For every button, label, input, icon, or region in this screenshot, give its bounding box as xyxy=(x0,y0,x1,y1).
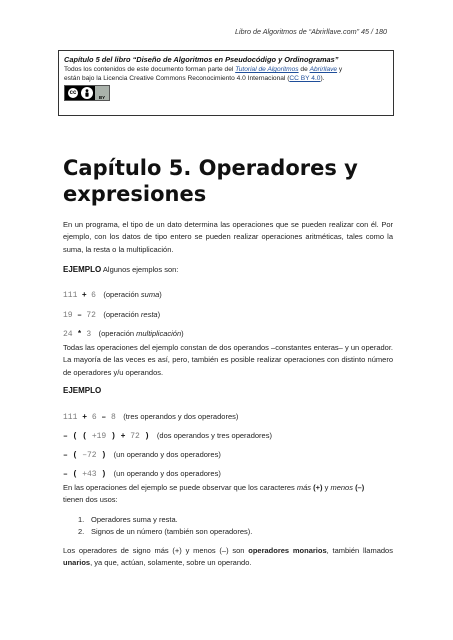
operator: – ( xyxy=(63,451,83,460)
text-bold: unarios xyxy=(63,558,91,568)
license-text-part: y xyxy=(337,66,343,73)
operand: 8 xyxy=(111,413,116,422)
license-box-title: Capítulo 5 del libro “Diseño de Algoritmos en Pseudocódigo y Ordinogramas” xyxy=(64,55,339,64)
operand: 6 xyxy=(91,291,96,300)
text-bold: (–) xyxy=(355,483,365,492)
operand: 111 xyxy=(63,413,78,422)
operator: ) xyxy=(96,470,107,479)
page-number: 45 / 180 xyxy=(361,27,387,36)
operator: + xyxy=(77,413,92,422)
example-desc: (operación xyxy=(98,329,137,338)
text-part: y xyxy=(322,483,331,492)
example-desc-italic: suma xyxy=(140,290,160,299)
license-text-part: Todos los contenidos de este documento forman parte del xyxy=(64,66,236,73)
operand: +43 xyxy=(82,470,97,479)
operator: ) xyxy=(96,451,107,460)
abrirllave-link[interactable]: Abrirllave xyxy=(309,66,338,73)
text-bold: operadores monarios xyxy=(248,546,327,555)
license-text-part: están bajo la Licencia Creative Commons Reconocimiento 4.0 Internacional ( xyxy=(64,75,290,82)
operand: –72 xyxy=(82,451,97,460)
example-desc: (operación xyxy=(103,290,141,299)
text-italic: menos xyxy=(330,483,353,492)
text-part: tienen dos usos: xyxy=(63,495,118,505)
operator: * xyxy=(77,330,82,339)
list-number: 2. xyxy=(78,527,85,537)
example-desc: (operación xyxy=(103,310,141,319)
example-line xyxy=(63,425,272,443)
list-text: Operadores suma y resta. xyxy=(91,515,178,524)
example-desc: ) xyxy=(181,329,184,338)
operand: +19 xyxy=(91,432,107,441)
text-part: , también llamados xyxy=(326,546,393,555)
example-line xyxy=(63,463,221,481)
text-part: En las operaciones del ejemplo se puede observar que los caracteres xyxy=(63,483,297,492)
operator: – xyxy=(96,413,112,422)
operand: 19 xyxy=(63,311,73,320)
operator: – xyxy=(77,311,82,320)
example-desc: (un operando y dos operadores) xyxy=(113,450,221,459)
example-desc-italic: resta xyxy=(140,310,158,319)
signs-paragraph xyxy=(63,482,393,507)
operator: – ( ( xyxy=(63,432,92,441)
operator: + xyxy=(81,291,87,300)
example-label: EJEMPLO xyxy=(63,386,102,395)
operator: – ( xyxy=(63,470,83,479)
example-line xyxy=(63,444,221,462)
operand: 24 xyxy=(63,330,73,339)
example-line xyxy=(63,323,184,341)
example-desc: ) xyxy=(157,310,161,319)
list-item xyxy=(78,514,252,526)
operand: 3 xyxy=(86,330,92,339)
example-line xyxy=(63,406,238,424)
monary-paragraph xyxy=(63,545,393,570)
tutorial-link[interactable]: Tutorial de Algoritmos xyxy=(235,66,299,73)
example-desc: (tres operandos y dos operadores) xyxy=(123,412,239,421)
license-text-part: ). xyxy=(320,75,325,82)
example-line xyxy=(63,284,162,302)
operand: 111 xyxy=(63,291,78,300)
list-item xyxy=(78,526,252,538)
operands-paragraph: Todas las operaciones del ejemplo constan de dos operandos –constantes enteras– y un operador. La mayoría de las veces es así, pero, también es posible realizar operaciones con distinto número de operadores y/u operandos. xyxy=(63,343,393,377)
example-intro-text: Algunos ejemplos son: xyxy=(101,265,179,274)
text-part: Los operadores de signo más (+) y menos (–) son xyxy=(63,546,249,555)
example-desc-italic: multiplicación xyxy=(136,329,182,338)
header-text: Libro de Algoritmos de “Abrirllave.com” xyxy=(235,27,360,36)
text-italic: más xyxy=(296,483,312,492)
example-line xyxy=(63,304,160,322)
operator: ) xyxy=(139,432,150,441)
operator: ) + xyxy=(106,432,131,441)
text-part: , ya que, actúan, solamente, sobre un operando. xyxy=(90,558,252,568)
uses-list xyxy=(78,514,252,539)
example-label: EJEMPLO xyxy=(63,265,102,274)
cc-icon: cc xyxy=(67,87,79,99)
text-bold: (+) xyxy=(313,483,323,492)
page-header xyxy=(235,27,387,36)
by-label: BY xyxy=(95,86,109,100)
license-box xyxy=(58,50,394,116)
person-icon xyxy=(81,87,93,99)
intro-paragraph: En un programa, el tipo de un dato determina las operaciones que se pueden realizar con él. Por ejemplo, con los datos de tipo entero se pueden realizar operaciones aritméticas, tales como la suma, la resta o la multiplicación. xyxy=(63,220,393,254)
operand: 72 xyxy=(86,311,96,320)
operand: 72 xyxy=(130,432,140,441)
example-intro xyxy=(63,264,393,276)
operand: 6 xyxy=(91,413,97,422)
example-desc: ) xyxy=(159,290,162,299)
list-text: Signos de un número (también son operadores). xyxy=(91,527,253,537)
example-desc: (un operando y dos operadores) xyxy=(113,469,221,478)
cc-by-link[interactable]: CC BY 4.0 xyxy=(289,75,321,82)
license-text-part: de xyxy=(298,66,310,73)
license-text xyxy=(64,65,388,83)
list-number: 1. xyxy=(78,515,85,524)
example-desc: (dos operandos y tres operadores) xyxy=(156,431,272,440)
cc-by-badge[interactable] xyxy=(64,85,110,101)
chapter-title: Capítulo 5. Operadores y expresiones xyxy=(63,156,358,206)
